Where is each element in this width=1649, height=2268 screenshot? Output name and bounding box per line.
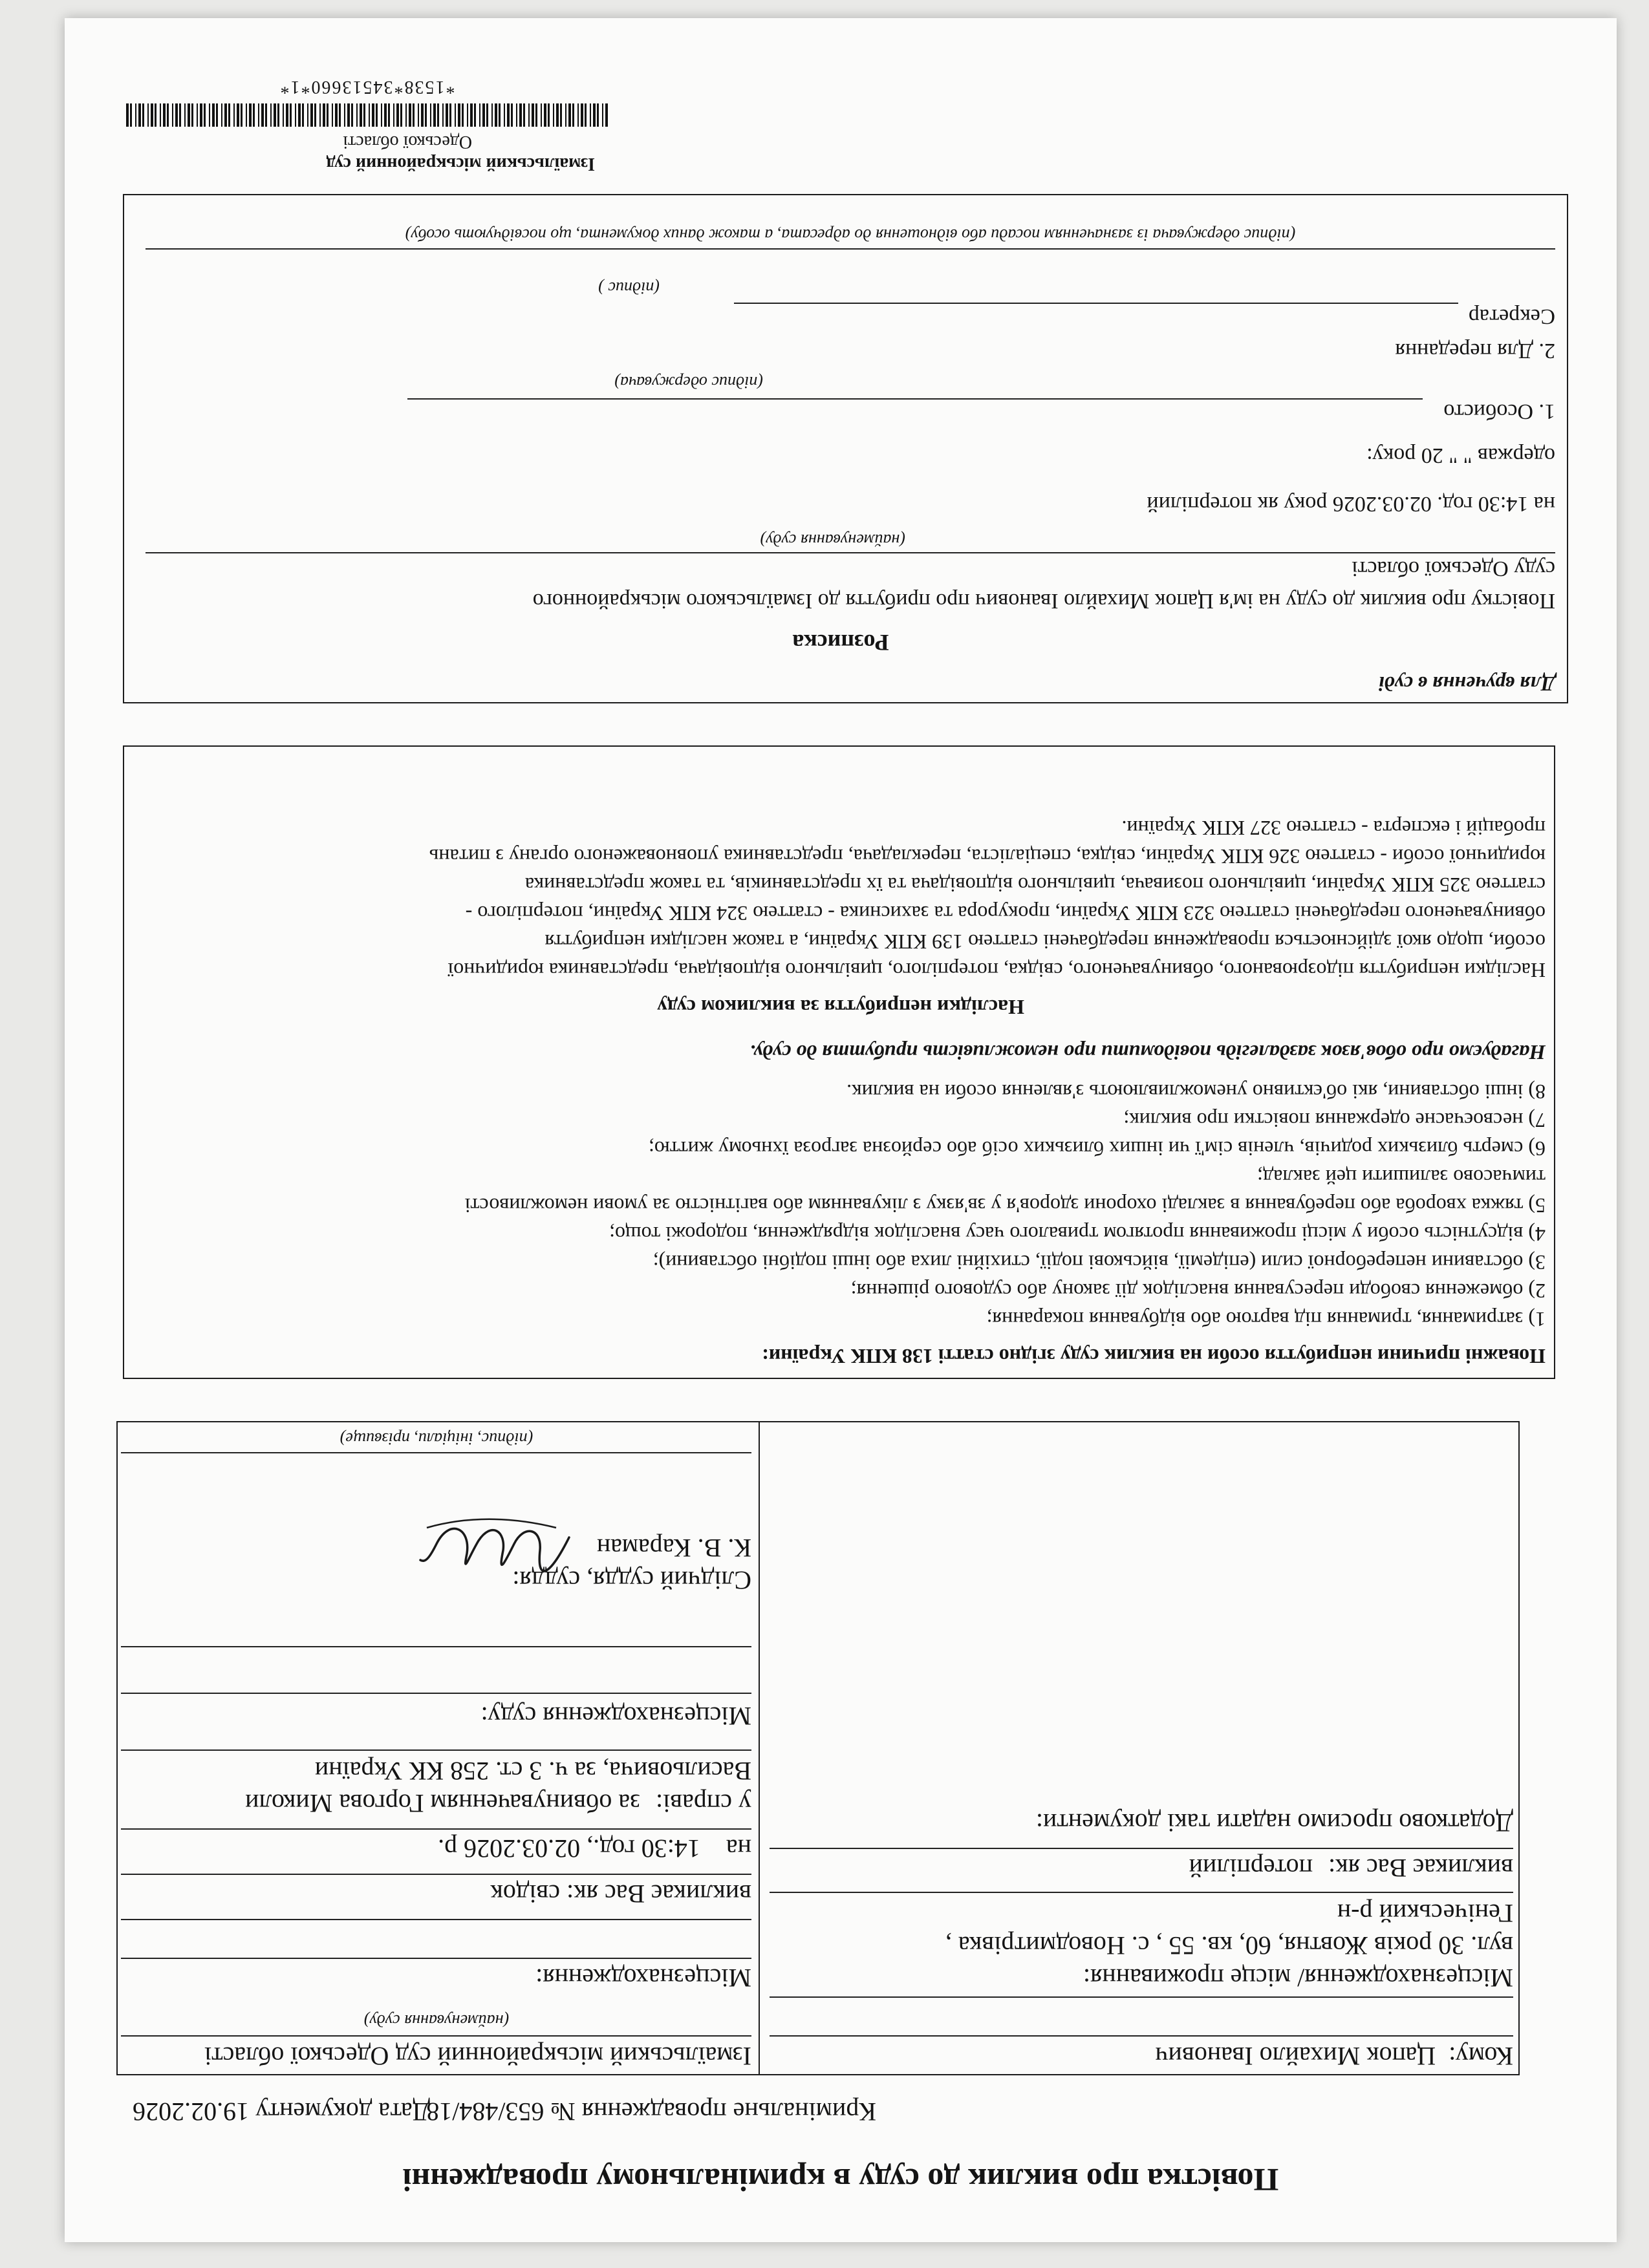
judge-signature	[414, 1508, 576, 1589]
rule	[770, 1848, 1513, 1849]
rule	[121, 1749, 751, 1751]
recipient-role-line	[1189, 1852, 1513, 1883]
judge-label: Слідчий суддя, суддя:	[512, 1566, 751, 1595]
consequences-line: Наслідки неприбуття підозрюваного, обвинуваченого, свідка, потерпілого, цивільного відповідача, представника юридичної	[447, 959, 1546, 982]
summon-time-line	[438, 1833, 751, 1864]
rule	[121, 2035, 751, 2037]
judge-name: К. В. Караман	[596, 1534, 751, 1563]
barcode	[126, 103, 608, 127]
summons-divider	[759, 1421, 760, 2075]
consequences-line: обвинуваченого передбачені статтею 323 КПК України, прокурора та захисника - статтею 324 КПК України, потерпілого -	[465, 902, 1546, 925]
court-name: Ізмаїльський міськрайонний суд Одеської області	[204, 2042, 751, 2071]
rule	[121, 1874, 751, 1875]
consequences-line: особи, щодо якої здійснюється провадження передбачені статтею 139 КПК України, а також наслідки неприбуття	[544, 930, 1546, 954]
receipt-transfer: 2. Для передання	[1395, 339, 1555, 363]
summon-role: свідок	[490, 1879, 561, 1909]
document-sheet	[65, 18, 1617, 2242]
reason-item: 8) інші обставини, які об'єктивно унеможливлюють з'явлення особи на виклик.	[846, 1080, 1546, 1104]
extra-documents-label: Додатково просимо надати такі документи:	[1035, 1808, 1513, 1837]
rule	[146, 248, 1555, 250]
residence-line-2: Генічеський р-н	[1337, 1899, 1513, 1928]
footer-court-region: Одеської області	[343, 132, 472, 152]
case-line-2: Васильовича, за ч. 3 ст. 258 КК України	[314, 1757, 751, 1786]
summon-time: 14:30 год., 02.03.2026 р.	[438, 1834, 700, 1863]
footer-court-block	[327, 131, 595, 175]
recipient-signature-caption: (підпис одержувача)	[614, 373, 763, 392]
reason-item: 5) тяжка хвороба або перебування в закладі охорони здоров'я у зв'язку з лікуванням або вагітністю за умови неможливості	[464, 1194, 1546, 1217]
receipt-bottom-caption: (підпис одержувача із зазначенням посади або відношення до адресата, а також даних документа, що посвідчують особу)	[405, 226, 1296, 244]
rule	[770, 1892, 1513, 1893]
reasons-notice: Нагадуємо про обов'язок заздалегідь повідомити про неможливість прибуття до суду.	[749, 1041, 1546, 1064]
summon-as-label: викликає Вас як:	[566, 1879, 751, 1909]
rule	[121, 1958, 751, 1959]
reasons-list	[465, 1078, 1546, 1334]
reason-item: 2) обмеження свободи пересування внаслідок дії закону або судового рішення;	[850, 1279, 1546, 1303]
case-line-1	[245, 1788, 751, 1819]
rule	[121, 1646, 751, 1647]
consequences-title: Наслідки неприбуття за викликом суду	[657, 996, 1024, 1019]
recipient-line	[1155, 2040, 1513, 2071]
rule	[770, 1996, 1513, 1998]
court-name-caption: (найменування суду)	[363, 2011, 510, 2030]
residence-line-1: вул. 30 років Жовтня, 60, кв. 55 , с. Новодмитрівка ,	[945, 1931, 1513, 1960]
receipt-title: Розписка	[792, 630, 889, 656]
recipient-role-label: викликає Вас як:	[1328, 1854, 1513, 1883]
rule	[146, 552, 1555, 553]
rule	[121, 1452, 751, 1453]
judge-caption: (підпис, ініціали, прізвище)	[339, 1429, 534, 1448]
document-date-line	[133, 2096, 430, 2127]
reason-item: 6) смерть близьких родичів, членів сім'ї чи інших близьких осіб або серйозна загроза їхньому життю;	[648, 1137, 1546, 1161]
document-date-label: Дата документу	[255, 2097, 430, 2126]
case-number-line	[426, 2096, 876, 2127]
reason-item: 7) несвоєчасне одержання повістки про виклик;	[1123, 1109, 1546, 1132]
receipt-court-caption: (найменування суду)	[760, 531, 905, 550]
barcode-number: *1538*34513660*1*	[279, 77, 455, 97]
rule	[121, 1693, 751, 1694]
rule	[734, 303, 1458, 304]
reason-item: тимчасово залишити цей заклад;	[1256, 1166, 1546, 1189]
case-number-label: Кримінальне провадження №	[550, 2097, 876, 2126]
rule	[770, 2035, 1513, 2037]
receipt-received: одержав " " 20 року:	[1366, 444, 1555, 467]
case-defendant: за обвинуваченням Горгова Миколи	[245, 1789, 640, 1818]
document-date: 19.02.2026	[133, 2097, 250, 2126]
rule	[407, 398, 1423, 400]
residence-label: Місцезнаходження/ місце проживання:	[1083, 1963, 1513, 1993]
consequences-line: статтею 325 КПК України, цивільного позивача, цивільного відповідача та їх представників, та також представника	[524, 873, 1546, 897]
receipt-line-2: суду Одеської області	[1352, 557, 1555, 581]
consequences-line: юридичної особи - статтею 326 КПК України, свідка, спеціаліста, перекладача, представника уповноваженого органу з питань	[429, 845, 1546, 868]
receipt-personal: 1. Особисто	[1443, 400, 1555, 423]
receipt-corner-label: Для вручення в суді	[1378, 672, 1555, 696]
receipt-secretary: Секретар	[1468, 305, 1555, 328]
reason-item: 4) відсутність особи у місці проживання протягом тривалого часу внаслідок відрядження, подорожі тощо;	[609, 1223, 1546, 1246]
consequences-line: пробацій і експерта - статтею 327 КПК України.	[1121, 817, 1546, 840]
location-label: Місцезнаходження:	[535, 1963, 751, 1993]
reason-item: 1) затримання, тримання під вартою або відбування покарання;	[986, 1308, 1546, 1331]
recipient-name: Цапок Михайло Іванович	[1155, 2042, 1436, 2071]
receipt-line-3: на 14:30 год. 02.03.2026 року як потерпілий	[1147, 492, 1555, 516]
case-number: 653/484/18	[426, 2097, 544, 2126]
footer-court-name: Ізмаїльський міськрайонний суд	[326, 154, 595, 174]
case-label: у справі:	[655, 1789, 751, 1818]
receipt-line-1: Повістку про виклик до суду на ім'я Цапок Михайло Іванович про прибуття до Ізмаїльського міськрайонного	[532, 589, 1555, 613]
rule	[121, 1828, 751, 1830]
summon-on-label: на	[726, 1834, 751, 1863]
reasons-title: Поважні причини неприбуття особи на виклик суду згідно статті 138 КПК України:	[762, 1345, 1546, 1368]
document-title: Повістка про виклик до суду в кримінальному провадженні	[402, 2162, 1279, 2198]
secretary-signature-caption: (підпис )	[598, 279, 660, 297]
reason-item: 3) обставини непереборної сили (епідемії, військові події, стихійні лиха або інші подібні обставини);	[652, 1251, 1546, 1274]
court-location-label: Місцезнаходження суду:	[480, 1702, 751, 1731]
consequences-text	[429, 814, 1546, 985]
summon-as-line	[490, 1878, 751, 1909]
rule	[121, 1919, 751, 1920]
recipient-role: потерпілий	[1189, 1854, 1313, 1883]
recipient-label: Кому:	[1449, 2042, 1513, 2071]
